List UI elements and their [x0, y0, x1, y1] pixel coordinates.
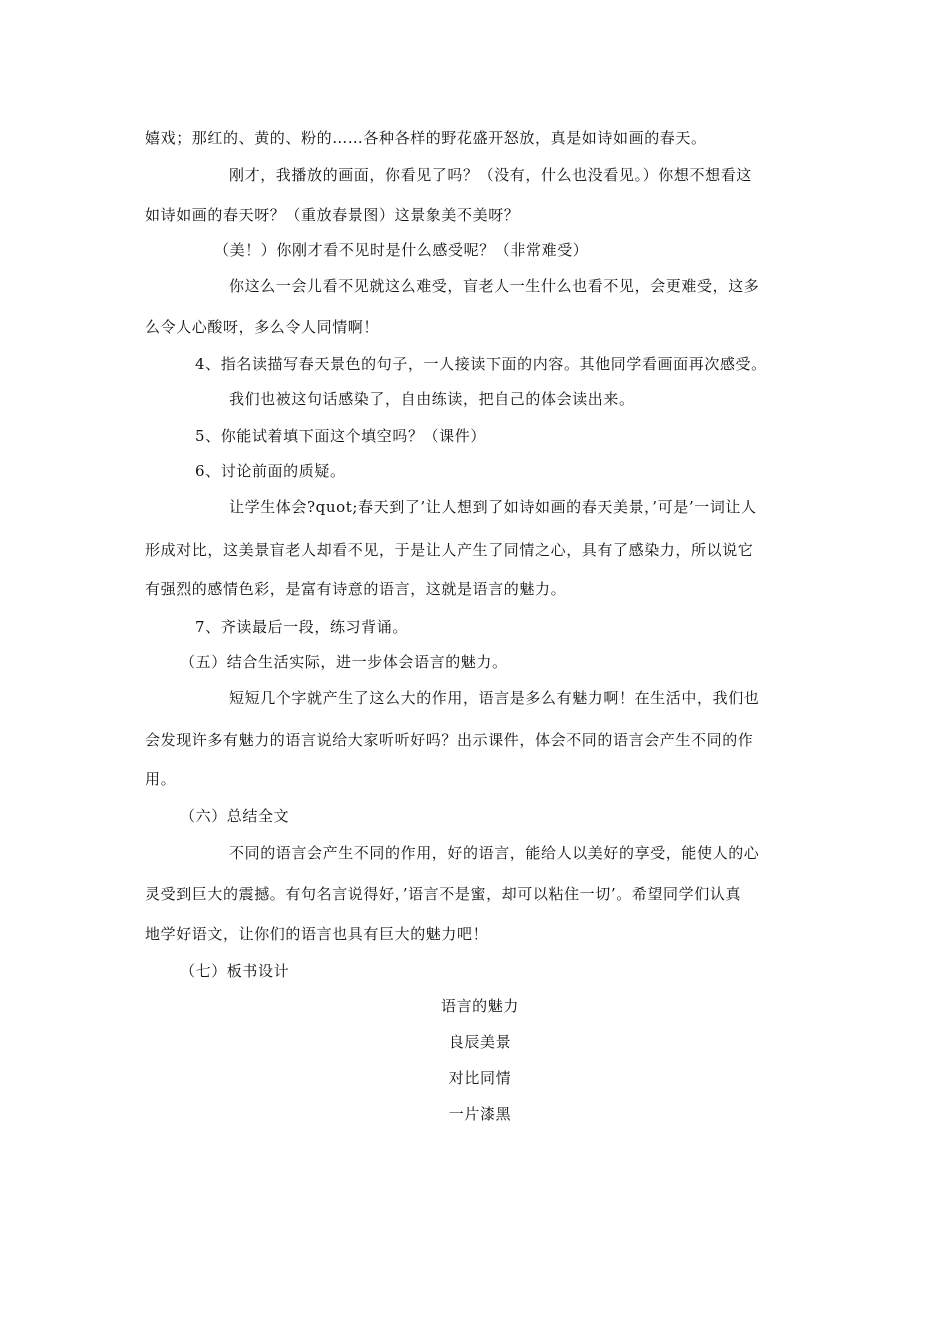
paragraph-line: 会发现许多有魅力的语言说给大家听听好吗？出示课件，体会不同的语言会产生不同的作 [145, 731, 754, 749]
paragraph-line: 灵受到巨大的震撼。有句名言说得好，’语言不是蜜，却可以粘住一切’。希望同学们认真 [145, 885, 742, 903]
paragraph-line: 刚才，我播放的画面，你看见了吗？（没有，什么也没看见。）你想不想看这 [229, 166, 752, 184]
board-item-text: 良辰美景 [448, 1033, 512, 1051]
section-5-heading: （五）结合生活实际，进一步体会语言的魅力。 [180, 653, 508, 671]
paragraph-line: 么令人心酸呀，多么令人同情啊！ [145, 318, 380, 336]
paragraph-line: 让学生体会?quot;春天到了’让人想到了如诗如画的春天美景，’可是’一词让人 [229, 498, 757, 516]
step-7-heading: 7、齐读最后一段，练习背诵。 [195, 618, 408, 636]
paragraph-line: 你这么一会儿看不见就这么难受，盲老人一生什么也看不见，会更难受，这多 [229, 277, 760, 295]
board-item [0, 1104, 950, 1124]
section-6-heading: （六）总结全文 [180, 807, 290, 825]
paragraph-line: 短短几个字就产生了这么大的作用，语言是多么有魅力啊！在生活中，我们也 [229, 689, 760, 707]
board-item-text: 对比同情 [448, 1069, 512, 1087]
board-title [0, 996, 950, 1016]
board-item-text: 一片漆黑 [448, 1105, 512, 1123]
paragraph-line: 有强烈的感情色彩，是富有诗意的语言，这就是语言的魅力。 [145, 580, 567, 598]
board-title-text: 语言的魅力 [440, 997, 519, 1015]
board-item [0, 1068, 950, 1088]
paragraph-line: 形成对比，这美景盲老人却看不见，于是让人产生了同情之心，具有了感染力，所以说它 [145, 541, 754, 559]
paragraph-line: 如诗如画的春天呀？（重放春景图）这景象美不美呀？ [145, 206, 520, 224]
paragraph-line: 嬉戏；那红的、黄的、粉的……各种各样的野花盛开怒放，真是如诗如画的春天。 [145, 129, 707, 147]
paragraph-line: 不同的语言会产生不同的作用，好的语言，能给人以美好的享受，能使人的心 [229, 844, 760, 862]
step-6-heading: 6、讨论前面的质疑。 [195, 462, 346, 480]
paragraph-line: 地学好语文，让你们的语言也具有巨大的魅力吧！ [145, 925, 489, 943]
section-7-heading: （七）板书设计 [180, 962, 290, 980]
step-4-heading: 4、指名读描写春天景色的句子，一人接读下面的内容。其他同学看画面再次感受。 [195, 355, 767, 373]
paragraph-line: （美！）你刚才看不见时是什么感受呢？（非常难受） [214, 241, 589, 259]
board-item [0, 1032, 950, 1052]
paragraph-line: 我们也被这句话感染了，自由练读，把自己的体会读出来。 [229, 390, 635, 408]
step-5-heading: 5、你能试着填下面这个填空吗？（课件） [195, 427, 486, 445]
paragraph-line: 用。 [145, 770, 177, 788]
